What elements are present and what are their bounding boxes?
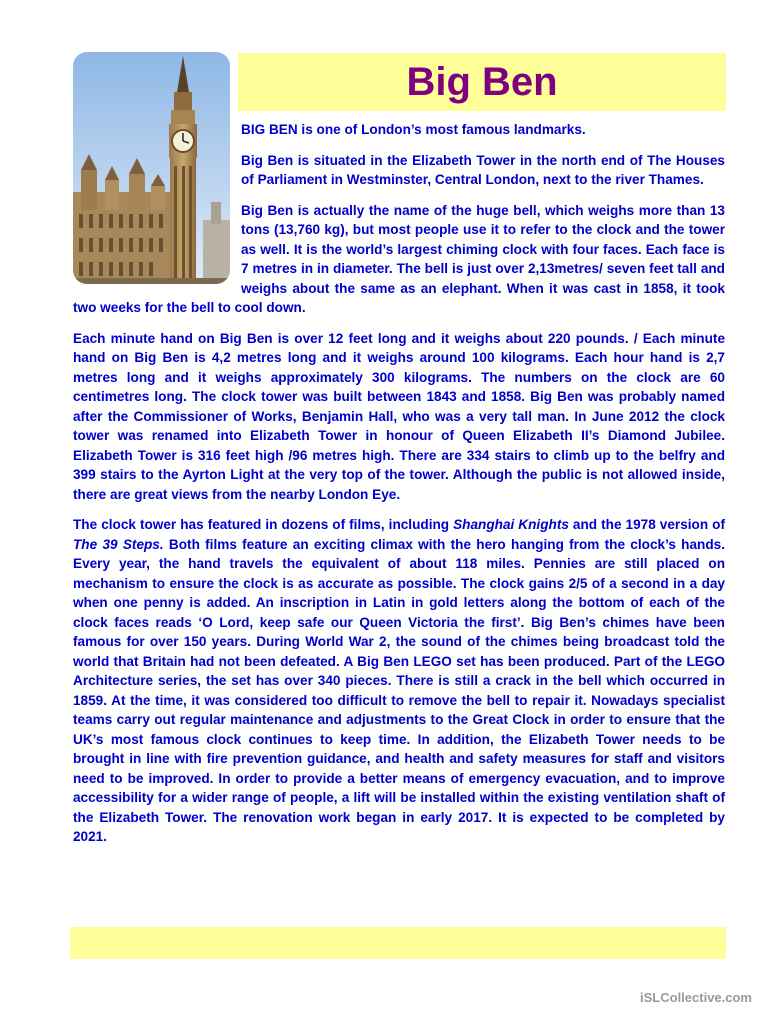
bottom-banner [70,927,726,959]
films-version-text: and the 1978 version of [568,517,725,532]
paragraph-films-facts [73,515,725,847]
film-title-shanghai-knights: Shanghai Knights [453,517,569,532]
photo-wrap-spacer [73,120,241,294]
site-watermark: iSLCollective.com [640,990,752,1005]
title-banner [238,53,726,111]
films-intro-text: The clock tower has featured in dozens of films, including [73,517,454,532]
article-body [73,120,725,858]
paragraph-hands-history: Each minute hand on Big Ben is over 12 feet long and it weighs about 220 pounds. / Each minute hand on Big Ben is 4,2 metres long and it weighs around 100 kilograms. Each hour hand is 2,7 metres long and it weighs approximately 300 kilograms. The numbers on the clock are 60 centimetres long. The clock tower was built between 1843 and 1858. Big Ben was probably named after the Commissioner of Works, Benjamin Hall, who was a very tall man. In June 2012 the clock tower was renamed into Elizabeth Tower in honour of Queen Elizabeth II’s Diamond Jubilee. Elizabeth Tower is 316 feet high /96 metres high. There are 334 stairs to climb up to the belfry and 399 stairs to the Ayrton Light at the very top of the tower. Although the public is not allowed inside, there are great views from the nearby London Eye. [73,330,725,502]
paragraph-location: Big Ben is situated in the Elizabeth Tower in the north end of The Houses of Parliament in Westminster, Central London, next to the river Thames. [241,152,725,187]
page-title: Big Ben [406,59,558,104]
films-remaining-text: Both films feature an exciting climax with the hero hanging from the clock’s hands. Every year, the hand travels the equivalent of about 118 miles. Pennies are still placed on mechanism to ensure the clock is as accurate as possible. The clock gains 2/5 of a second in a day when one penny is added. An inscription in Latin in gold letters along the bottom of each of the clock faces reads ‘O Lord, keep safe our Queen Victoria the first’. Big Ben’s chimes have been famous for over 150 years. During World War 2, the sound of the chimes being broadcast told the world that Britain had not been defeated. A Big Ben LEGO set has been produced. Part of the LEGO Architecture series, the set has over 340 pieces. There is still a crack in the bell which occurred in 1859. At the time, it was considered too difficult to remove the bell to repair it. Nowadays specialist teams carry out regular maintenance and adjustments to the Great Clock in order to ensure that the UK’s most famous clock continues to keep time. In addition, the Elizabeth Tower needs to be brought in line with fire prevention guidance, and health and safety measures for staff and visitors need to be improved. In order to provide a better means of emergency evacuation, and to improve accessibility for a wider range of people, a lift will be installed within the existing ventilation shaft of the Elizabeth Tower. The renovation work began in early 2017. It is expected to be completed by 2021. [73,536,725,844]
paragraph-bell: Big Ben is actually the name of the huge bell, which weighs more than 13 tons (13,760 kg), but most people use it to refer to the clock and the tower as well. It is the world’s largest chiming clock with four faces. Each face is 7 metres in in diameter. The bell is just over 2,13metres/ seven feet tall and weighs about the same as an elephant. When it was cast in 1858, it took two weeks for the bell to cool down. [73,202,725,315]
film-title-39-steps: The 39 Steps. [73,536,164,552]
paragraph-intro: BIG BEN is one of London’s most famous landmarks. [241,122,586,137]
